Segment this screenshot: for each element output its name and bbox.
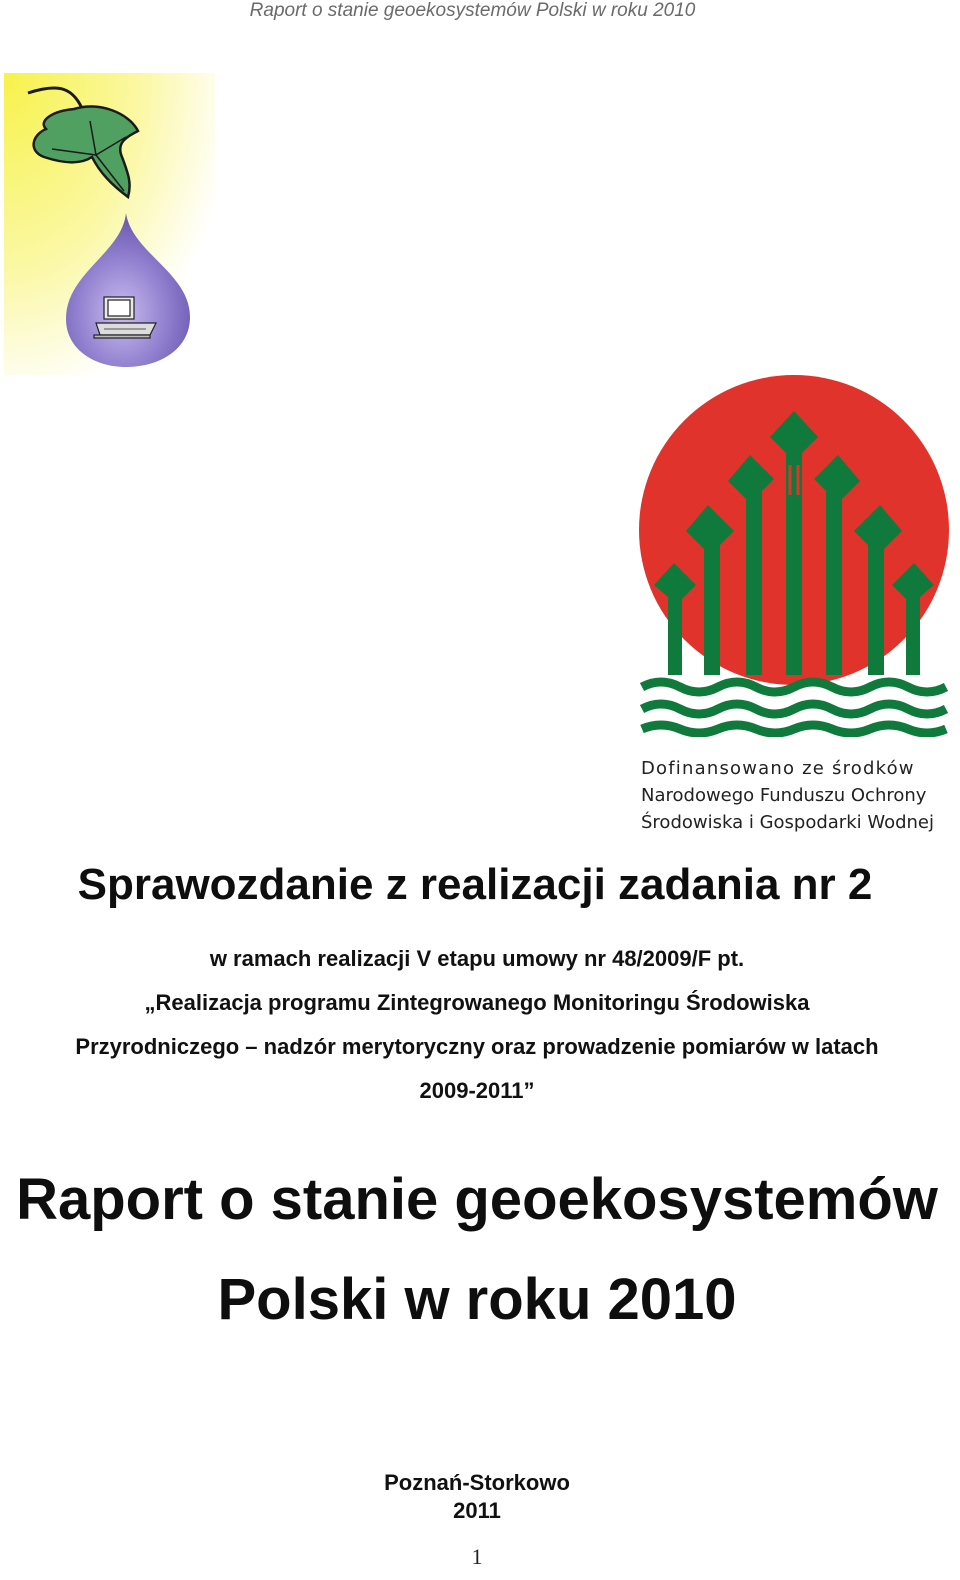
zmsp-logo	[4, 73, 215, 375]
funding-caption-line: Narodowego Funduszu Ochrony	[641, 785, 927, 806]
report-title-line: Raport o stanie geoekosystemów	[16, 1167, 938, 1232]
nfosigw-emblem-icon	[638, 375, 950, 737]
waves	[642, 682, 946, 733]
page-number: 1	[471, 1544, 483, 1569]
contract-line: Przyrodniczego – nadzór merytoryczny oraz prowadzenie pomiarów w latach	[75, 1034, 879, 1059]
funding-caption	[641, 755, 951, 836]
contract-line: w ramach realizacji V etapu umowy nr 48/2009/F pt.	[209, 946, 745, 971]
publication-info	[0, 1469, 954, 1525]
contract-line: 2009-2011”	[419, 1078, 535, 1103]
report-heading: Sprawozdanie z realizacji zadania nr 2	[77, 860, 873, 909]
funding-caption-line: Środowiska i Gospodarki Wodnej	[641, 812, 935, 833]
report-title-line: Polski w roku 2010	[217, 1267, 737, 1332]
running-header: Raport o stanie geoekosystemów Polski w roku 2010	[249, 0, 696, 21]
funding-caption-line: Dofinansowano ze środków	[641, 758, 915, 779]
publication-place: Poznań-Storkowo	[384, 1470, 570, 1495]
report-title	[0, 1150, 954, 1350]
contract-description	[0, 937, 954, 1113]
publication-year: 2011	[453, 1498, 501, 1523]
leaf-drop-logo-icon	[4, 73, 215, 375]
contract-line: „Realizacja programu Zintegrowanego Monitoringu Środowiska	[144, 990, 810, 1015]
nfosigw-logo	[638, 375, 950, 737]
